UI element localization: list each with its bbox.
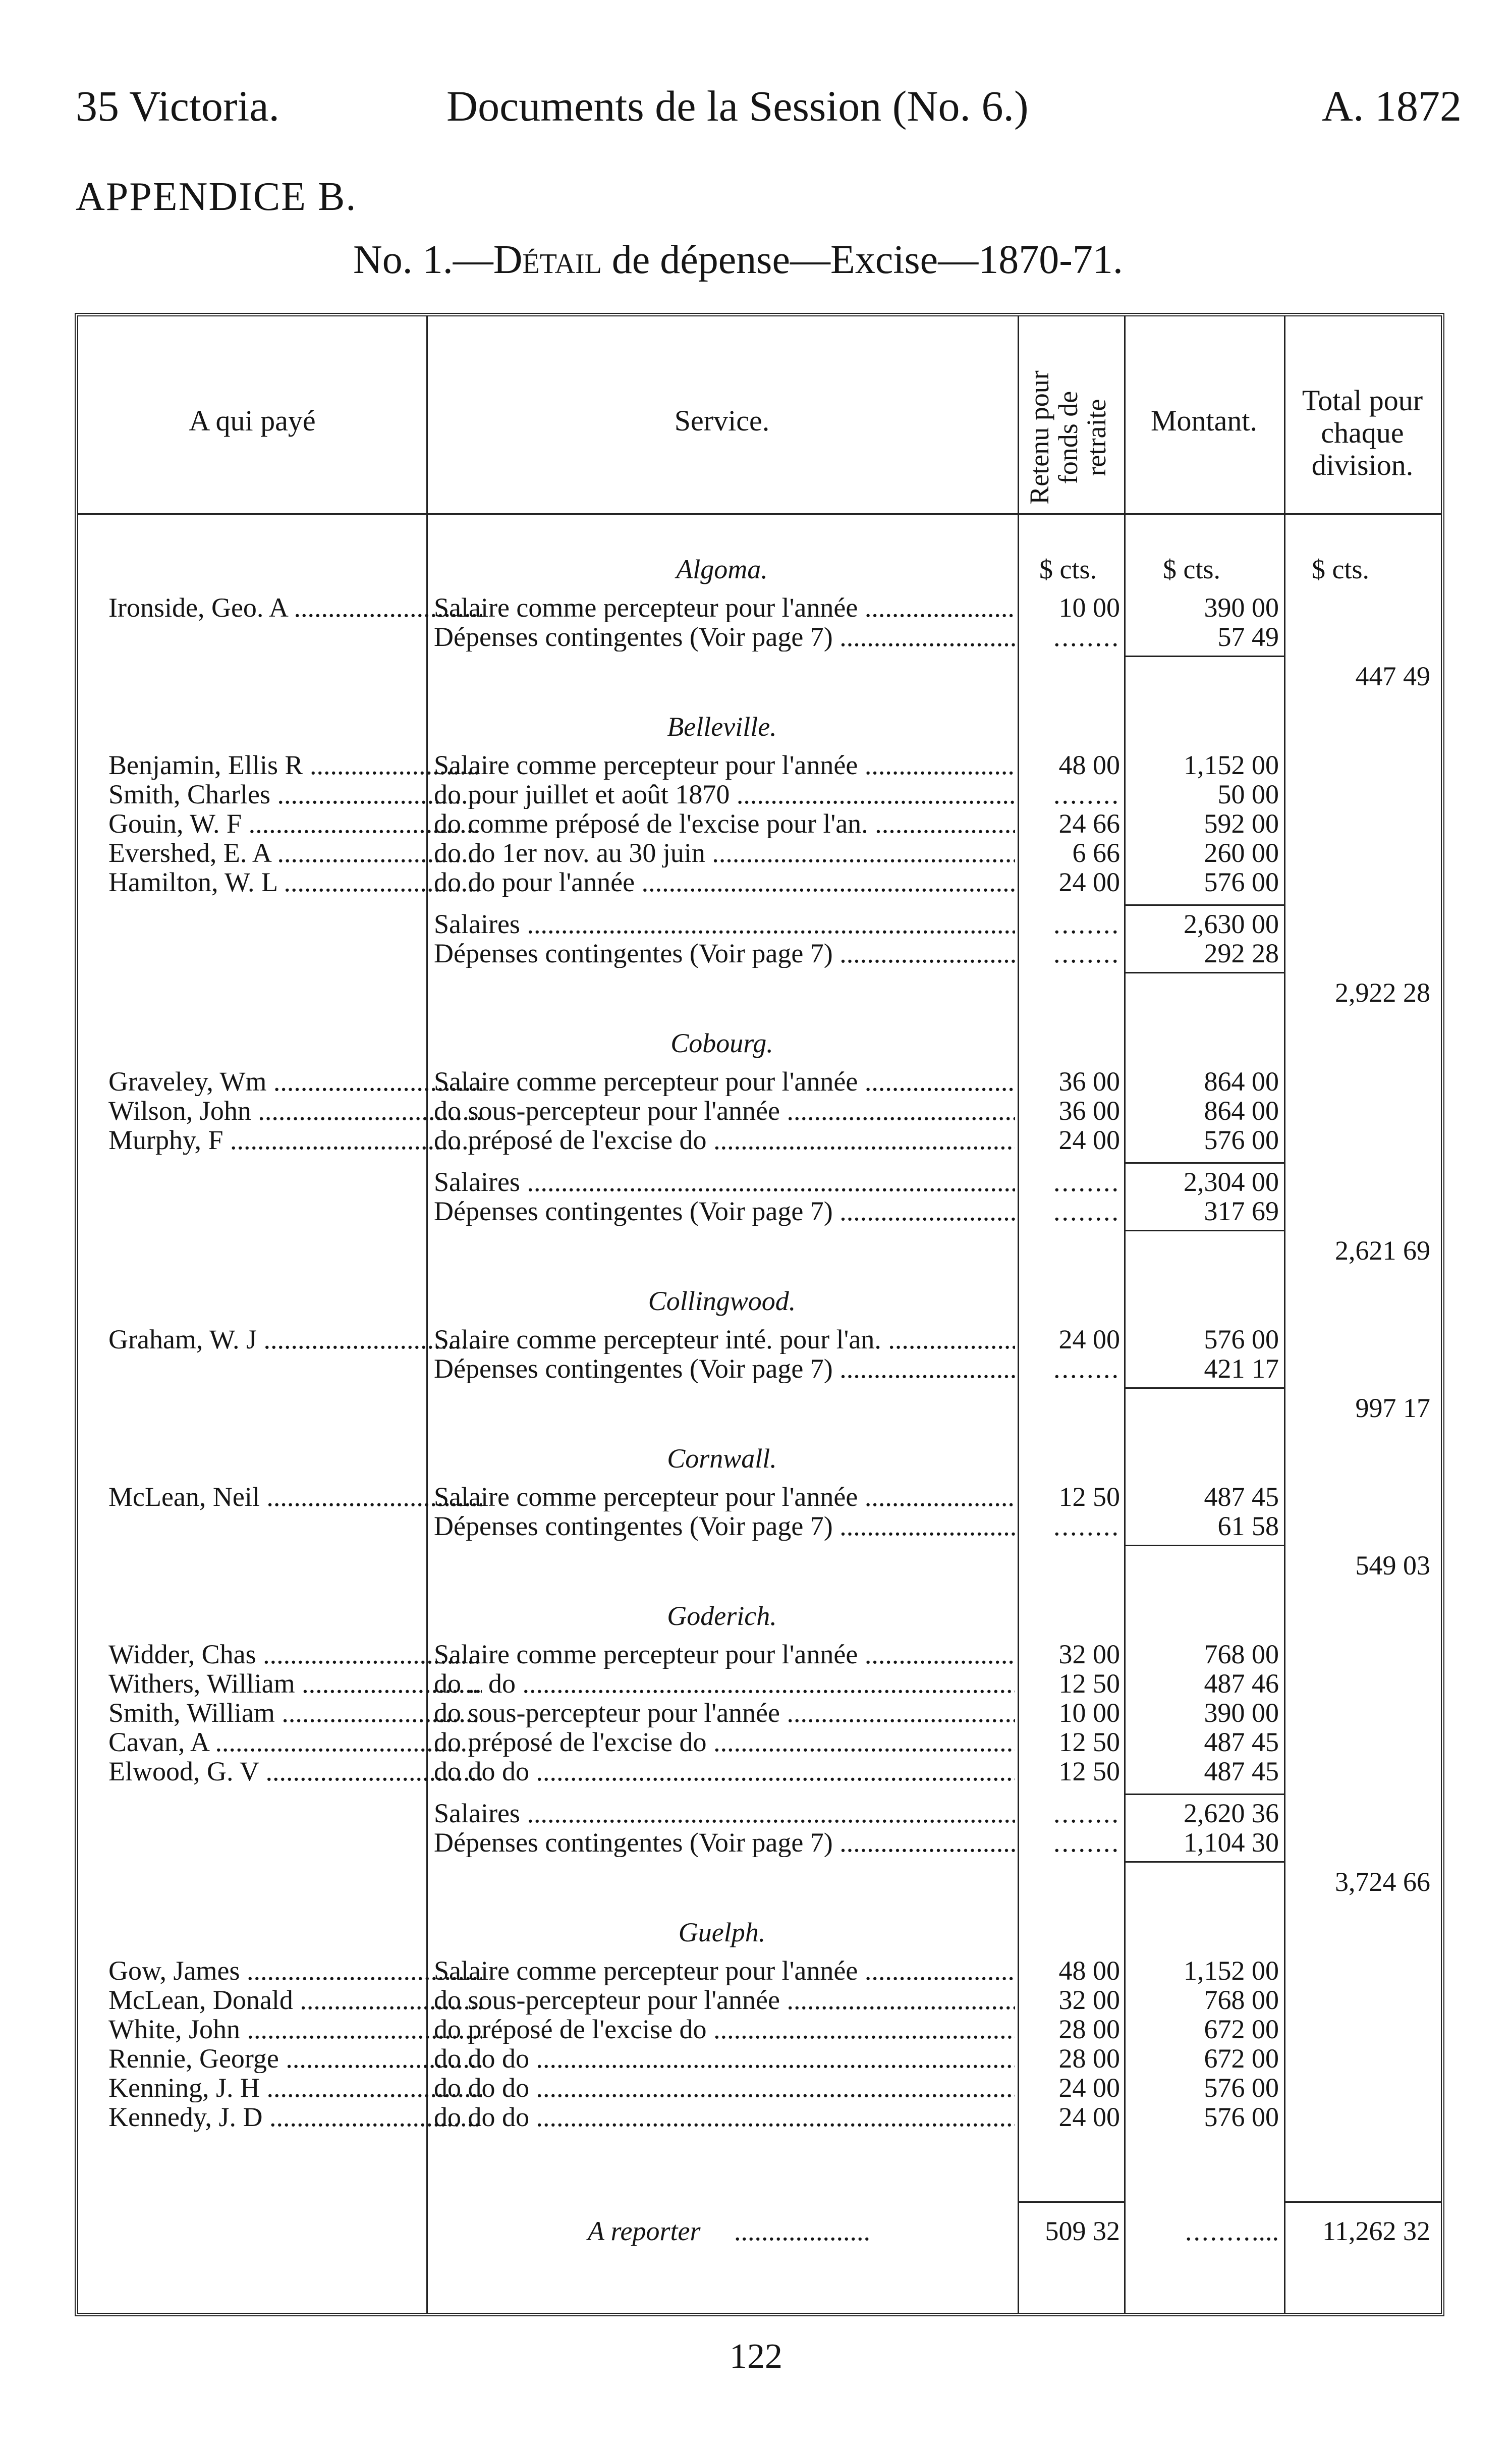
table-row [78,809,1441,838]
section-total-row [78,1551,1441,1580]
montant-value: 61 58 [1217,1511,1279,1541]
retenu-value: 48 00 [1058,750,1120,780]
service-desc: do .. do ..... [434,1669,1015,1698]
retenu-empty [1022,939,1120,968]
payee-name: Wilson, John ..... [108,1096,482,1125]
section-total: 2,621 69 [1335,1235,1430,1266]
table-row [78,1067,1441,1096]
units-label-retenu: $ cts. [1039,554,1097,584]
payee-name: Smith, Charles ..... [108,780,482,809]
subtotal-row [78,909,1441,939]
service-desc: do sous-percepteur pour l'année ..... [434,1985,1015,2015]
service-desc: do préposé de l'excise do ..... [434,1125,1015,1155]
table-subtitle: No. 1.—Détail de dépense—Excise—1870-71. [353,238,1123,282]
retenu-value: 12 50 [1058,1668,1120,1699]
carry-forward-retenu: 509 32 [1045,2216,1120,2246]
section-heading: Algoma. [676,554,768,584]
montant-value: 2,304 00 [1184,1167,1279,1197]
service-desc: do do do ..... [434,1757,1015,1786]
retenu-value: 12 50 [1058,1482,1120,1512]
payee-name: Hamilton, W. L ..... [108,867,482,897]
section-total: 3,724 66 [1335,1867,1430,1897]
section-rule [1124,656,1284,657]
payee-name: McLean, Neil ..... [108,1482,482,1511]
retenu-value: 28 00 [1058,2043,1120,2074]
section-heading: Cornwall. [667,1443,777,1474]
payee-name: Rennie, George ..... [108,2044,482,2073]
montant-value: 576 00 [1204,1324,1279,1354]
section-heading: Collingwood. [648,1286,796,1316]
page-number: 122 [730,2337,782,2376]
montant-value: 864 00 [1204,1096,1279,1126]
service-desc: do préposé de l'excise do ..... [434,2015,1015,2044]
service-desc: Salaires ..... [434,1799,1015,1828]
section-rule [1124,1545,1284,1546]
montant-value: 576 00 [1204,867,1279,897]
carry-forward-dots: .................... [734,2216,870,2246]
carry-rule [1018,2201,1124,2203]
retenu-value: 24 00 [1058,867,1120,897]
expense-table [75,313,1444,2316]
subtotal-row [78,939,1441,968]
section-rule [1124,1861,1284,1863]
retenu-empty [1022,780,1120,809]
service-desc: Dépenses contingentes (Voir page 7) ..... [434,1511,1015,1541]
table-row [78,1698,1441,1727]
service-desc: do pour juillet et août 1870 ..... [434,780,1015,809]
retenu-empty [1022,1167,1120,1197]
col-header-service: Service. [674,404,770,437]
carry-forward-total: 11,262 32 [1322,2216,1430,2246]
table-row [78,2015,1441,2044]
montant-value: 672 00 [1204,2014,1279,2044]
retenu-value: 24 66 [1058,808,1120,839]
service-desc: Salaire comme percepteur pour l'année ..... [434,1640,1015,1669]
retenu-empty [1022,622,1120,651]
carry-rule [1284,2201,1441,2203]
section-total: 549 03 [1355,1550,1430,1581]
montant-value: 260 00 [1204,838,1279,868]
table-row [78,1727,1441,1757]
retenu-value: 24 00 [1058,2073,1120,2103]
table-row [78,750,1441,780]
table-row [78,1482,1441,1511]
retenu-empty [1022,1511,1120,1541]
section-total-row [78,1867,1441,1896]
subtotal-row [78,1197,1441,1226]
section-total: 447 49 [1355,661,1430,691]
section-total: 2,922 28 [1335,977,1430,1008]
service-desc: do do do ..... [434,2073,1015,2102]
montant-value: 592 00 [1204,808,1279,839]
payee-name: Benjamin, Ellis R ..... [108,750,482,780]
service-desc: do do do ..... [434,2102,1015,2132]
section-heading: Guelph. [678,1917,766,1947]
montant-value: 57 49 [1217,622,1279,652]
service-desc: Salaire comme percepteur pour l'année ..... [434,750,1015,780]
table-row [78,1669,1441,1698]
retenu-empty [1022,1799,1120,1828]
subtotal-row [78,1167,1441,1197]
payee-name: Kenning, J. H ..... [108,2073,482,2102]
service-desc: Dépenses contingentes (Voir page 7) ..... [434,622,1015,651]
section-rule [1124,1230,1284,1231]
section-heading: Belleville. [667,712,777,742]
montant-value: 487 45 [1204,1482,1279,1512]
montant-value: 50 00 [1217,779,1279,809]
appendix-title: APPENDICE B. [76,175,357,219]
service-desc: do do pour l'année ..... [434,867,1015,897]
table-row [78,2044,1441,2073]
subtotal-rule [1124,1794,1284,1795]
retenu-value: 12 50 [1058,1727,1120,1757]
service-desc: do préposé de l'excise do ..... [434,1727,1015,1757]
section-total: 997 17 [1355,1393,1430,1423]
retenu-value: 24 00 [1058,1125,1120,1155]
section-rule [1124,1387,1284,1389]
service-desc: Salaire comme percepteur pour l'année ..... [434,593,1015,622]
retenu-value: 28 00 [1058,2014,1120,2044]
montant-value: 576 00 [1204,1125,1279,1155]
header-left: 35 Victoria. [76,82,280,130]
service-desc: do sous-percepteur pour l'année ..... [434,1698,1015,1727]
retenu-value: 24 00 [1058,2102,1120,2132]
service-desc: Salaire comme percepteur inté. pour l'an. ..... [434,1325,1015,1354]
payee-name: Ironside, Geo. A ..... [108,593,482,622]
table-row [78,2073,1441,2102]
subtotal-rule [1124,904,1284,906]
montant-value: 1,104 30 [1184,1827,1279,1858]
payee-name: McLean, Donald ..... [108,1985,482,2015]
montant-value: 768 00 [1204,1639,1279,1669]
retenu-value: 10 00 [1058,1698,1120,1728]
montant-value: 292 28 [1204,938,1279,968]
section-total-row [78,1236,1441,1265]
payee-name: Elwood, G. V ..... [108,1757,482,1786]
montant-value: 487 46 [1204,1668,1279,1699]
payee-name: Graveley, Wm ..... [108,1067,482,1096]
retenu-empty [1022,909,1120,939]
payee-name: Kennedy, J. D ..... [108,2102,482,2132]
montant-value: 487 45 [1204,1727,1279,1757]
service-desc: Salaire comme percepteur pour l'année ..... [434,1956,1015,1985]
payee-name: Gouin, W. F ..... [108,809,482,838]
col-header-payee: A qui payé [189,404,316,437]
col-header-total: Total pour chaque division. [1302,384,1423,481]
montant-value: 421 17 [1204,1353,1279,1384]
section-total-row [78,978,1441,1007]
service-desc: do do 1er nov. au 30 juin ..... [434,838,1015,867]
carry-forward-row [78,2216,1441,2246]
montant-value: 576 00 [1204,2102,1279,2132]
subtotal-row [78,1799,1441,1828]
section-total-row [78,662,1441,691]
table-row [78,780,1441,809]
section-heading: Goderich. [667,1601,777,1631]
montant-value: 390 00 [1204,1698,1279,1728]
payee-name: Gow, James ..... [108,1956,482,1985]
service-desc: Salaire comme percepteur pour l'année ..... [434,1482,1015,1511]
service-desc: do comme préposé de l'excise pour l'an. ..... [434,809,1015,838]
service-desc: Salaires ..... [434,909,1015,939]
retenu-empty [1022,1828,1120,1857]
col-header-montant: Montant. [1150,404,1258,437]
table-row [78,1125,1441,1155]
table-row [78,1511,1441,1541]
service-desc: Dépenses contingentes (Voir page 7) ..... [434,1828,1015,1857]
table-row [78,622,1441,651]
header-rule [78,513,1441,515]
payee-name: Murphy, F ..... [108,1125,482,1155]
retenu-value: 32 00 [1058,1639,1120,1669]
retenu-empty [1022,1354,1120,1383]
retenu-value: 32 00 [1058,1985,1120,2015]
service-desc: Dépenses contingentes (Voir page 7) ..... [434,1197,1015,1226]
table-row [78,1956,1441,1985]
retenu-value: 24 00 [1058,1324,1120,1354]
subtotal-rule [1124,1162,1284,1164]
table-row [78,1985,1441,2015]
payee-name: Cavan, A ..... [108,1727,482,1757]
service-desc: do sous-percepteur pour l'année ..... [434,1096,1015,1125]
units-label-total: $ cts. [1312,554,1369,584]
retenu-value: 12 50 [1058,1756,1120,1786]
units-label-montant: $ cts. [1163,554,1220,584]
table-row [78,1325,1441,1354]
table-row [78,593,1441,622]
service-desc: Salaire comme percepteur pour l'année ..... [434,1067,1015,1096]
carry-forward-montant: ........ .... [1133,2216,1279,2246]
payee-name: White, John ..... [108,2015,482,2044]
retenu-empty [1022,1197,1120,1226]
table-row [78,1640,1441,1669]
montant-value: 864 00 [1204,1066,1279,1097]
section-total-row [78,1393,1441,1423]
montant-value: 576 00 [1204,2073,1279,2103]
table-row [78,838,1441,867]
montant-value: 1,152 00 [1184,1956,1279,1986]
payee-name: Graham, W. J ..... [108,1325,482,1354]
service-desc: Dépenses contingentes (Voir page 7) ..... [434,939,1015,968]
montant-value: 2,620 36 [1184,1798,1279,1828]
retenu-value: 48 00 [1058,1956,1120,1986]
montant-value: 1,152 00 [1184,750,1279,780]
table-row [78,1096,1441,1125]
retenu-value: 36 00 [1058,1096,1120,1126]
montant-value: 768 00 [1204,1985,1279,2015]
retenu-value: 10 00 [1058,592,1120,623]
table-row [78,2102,1441,2132]
payee-name: Evershed, E. A ..... [108,838,482,867]
section-heading: Cobourg. [670,1028,773,1058]
header-right: A. 1872 [1321,82,1462,130]
section-rule [1124,972,1284,973]
montant-value: 487 45 [1204,1756,1279,1786]
retenu-value: 6 66 [1072,838,1120,868]
service-desc: do do do ..... [434,2044,1015,2073]
montant-value: 390 00 [1204,592,1279,623]
retenu-value: 36 00 [1058,1066,1120,1097]
montant-value: 672 00 [1204,2043,1279,2074]
montant-value: 2,630 00 [1184,909,1279,939]
payee-name: Withers, William ..... [108,1669,482,1698]
subtotal-row [78,1828,1441,1857]
montant-value: 317 69 [1204,1196,1279,1226]
payee-name: Smith, William ..... [108,1698,482,1727]
table-row [78,1757,1441,1786]
carry-forward-label: A reporter [588,2216,701,2246]
header-center: Documents de la Session (No. 6.) [446,82,1029,130]
table-row [78,1354,1441,1383]
service-desc: Salaires ..... [434,1167,1015,1197]
payee-name: Widder, Chas ..... [108,1640,482,1669]
table-row [78,867,1441,897]
service-desc: Dépenses contingentes (Voir page 7) ..... [434,1354,1015,1383]
col-header-retenu: Retenu pour fonds de retraite [1024,370,1112,505]
